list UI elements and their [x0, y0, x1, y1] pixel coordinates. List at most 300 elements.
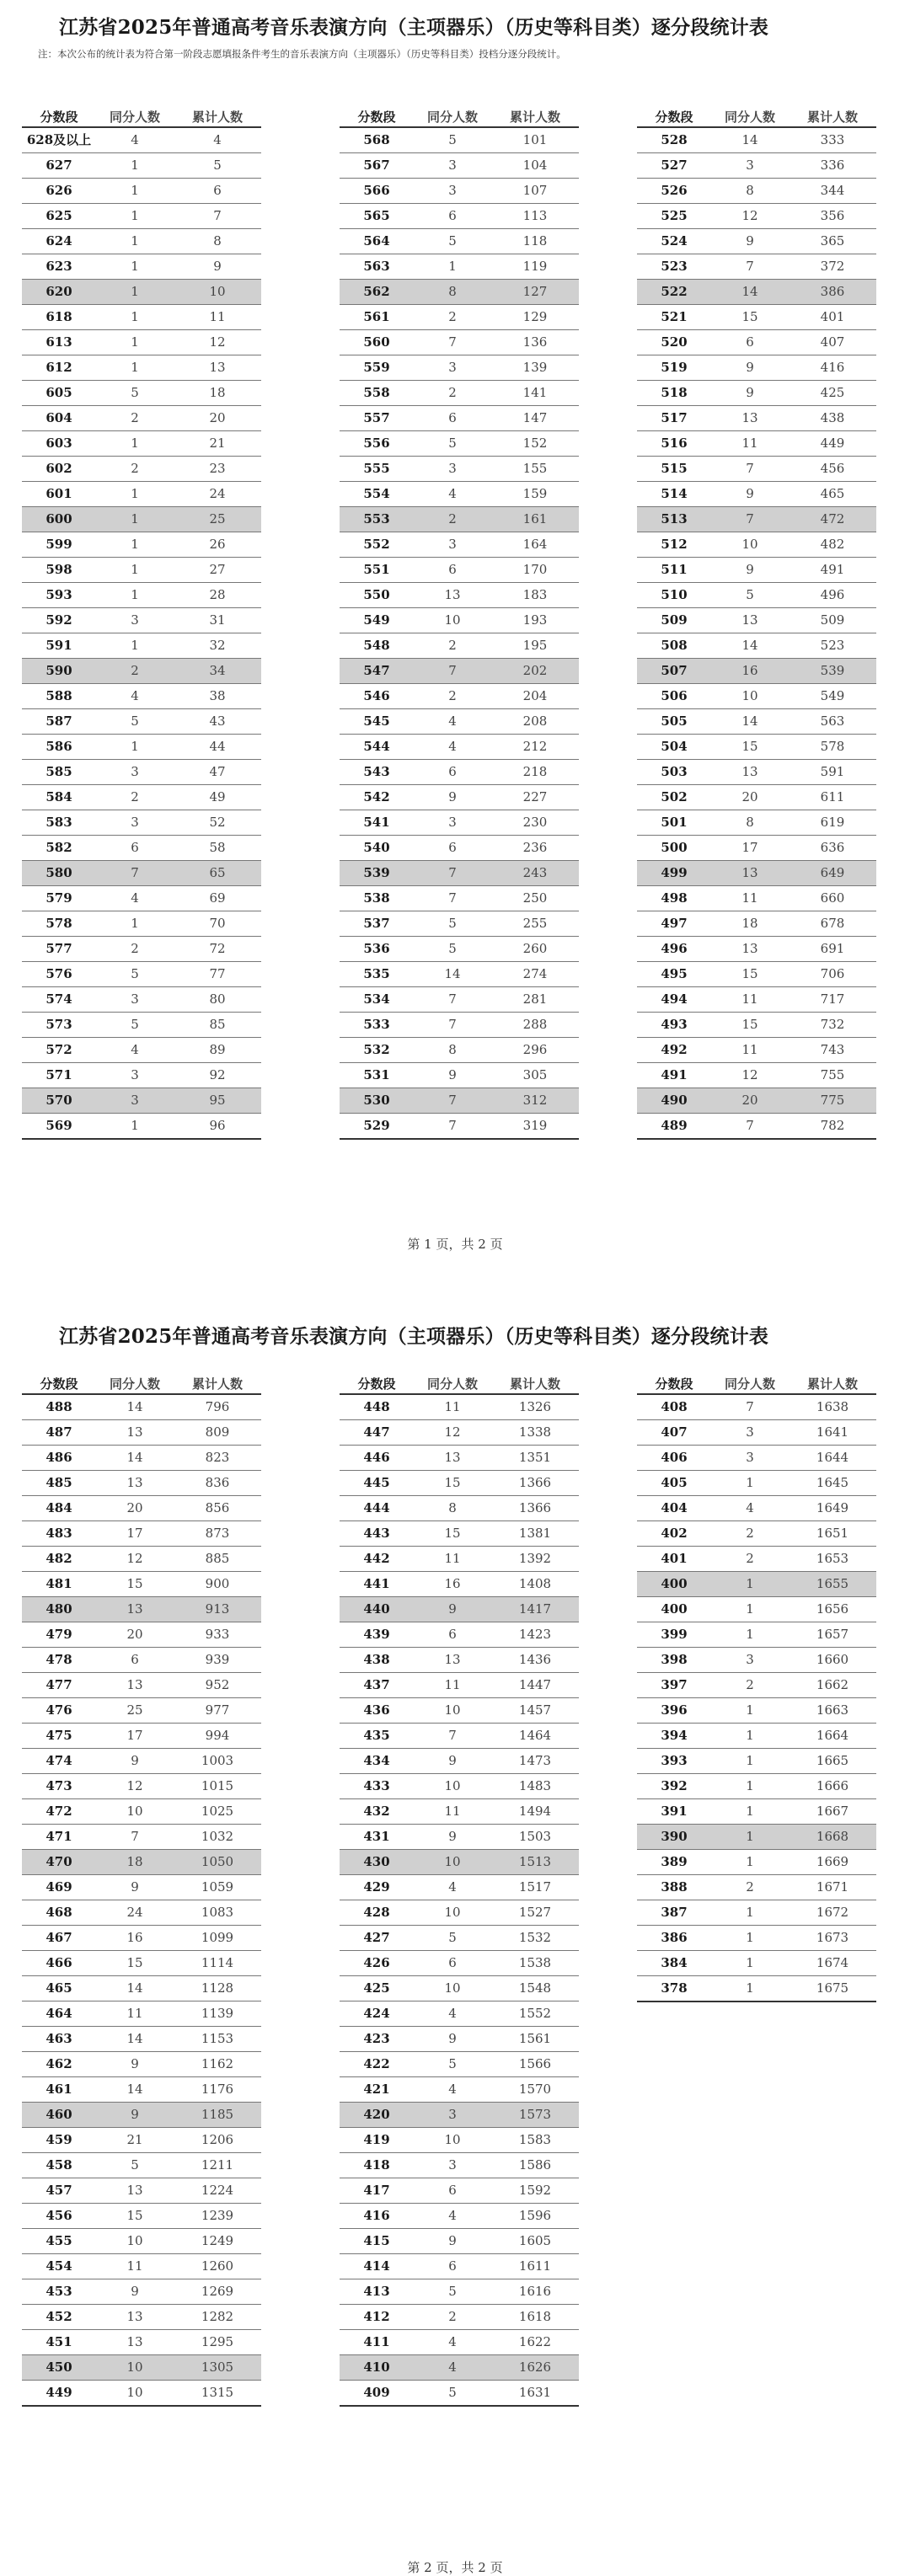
- same-score-count-cell: 9: [746, 385, 754, 400]
- same-score-count-cell: 1: [746, 1804, 754, 1819]
- same-score-count-cell: 13: [126, 1601, 143, 1617]
- score-table-3: [637, 1371, 876, 2002]
- score-cell: 568: [363, 132, 390, 147]
- score-cell: 509: [661, 612, 688, 628]
- table-row: [340, 1420, 579, 1446]
- score-cell: 387: [661, 1905, 688, 1920]
- cumulative-count-cell: 32: [209, 638, 226, 653]
- score-cell: 466: [46, 1955, 72, 1970]
- same-score-count-cell: 20: [126, 1627, 143, 1642]
- table-row: [22, 1446, 261, 1471]
- cumulative-count-cell: 438: [820, 410, 845, 425]
- table-row: [340, 962, 579, 987]
- table-row: [637, 507, 876, 532]
- cumulative-count-cell: 11: [209, 309, 226, 324]
- score-cell: 528: [661, 132, 688, 147]
- table-row: [22, 1063, 261, 1088]
- score-cell: 430: [363, 1854, 390, 1869]
- cumulative-count-cell: 743: [820, 1042, 845, 1057]
- same-score-count-cell: 1: [131, 486, 139, 501]
- cumulative-count-cell: 4: [213, 132, 222, 147]
- table-row: [340, 1774, 579, 1799]
- same-score-count-cell: 11: [444, 1399, 461, 1414]
- score-cell: 498: [661, 890, 688, 906]
- score-cell: 560: [363, 334, 390, 350]
- header-same-score-count: 同分人数: [724, 110, 775, 125]
- score-cell: 493: [661, 1017, 688, 1032]
- table-row: [340, 583, 579, 608]
- score-cell: 415: [363, 2233, 390, 2248]
- table-row: [340, 987, 579, 1013]
- score-cell: 559: [363, 360, 390, 375]
- table-row: [637, 608, 876, 633]
- score-cell: 432: [363, 1804, 390, 1819]
- cumulative-count-cell: 449: [820, 436, 845, 451]
- same-score-count-cell: 14: [741, 638, 758, 653]
- table-row: [22, 280, 261, 305]
- score-cell: 534: [363, 991, 390, 1007]
- table-row: [637, 355, 876, 381]
- same-score-count-cell: 9: [131, 1879, 139, 1895]
- same-score-count-cell: 2: [131, 663, 139, 678]
- cumulative-count-cell: 1366: [518, 1475, 552, 1490]
- cumulative-count-cell: 18: [209, 385, 226, 400]
- score-cell: 520: [661, 334, 688, 350]
- score-cell: 526: [661, 183, 688, 198]
- score-cell: 556: [363, 436, 390, 451]
- table-row: [22, 836, 261, 861]
- score-cell: 384: [661, 1955, 688, 1970]
- table-row: [340, 2305, 579, 2330]
- table-row: [22, 1698, 261, 1724]
- score-cell: 470: [46, 1854, 72, 1869]
- table-row: [340, 659, 579, 684]
- cumulative-count-cell: 1025: [201, 1804, 234, 1819]
- score-cell: 533: [363, 1017, 390, 1032]
- cumulative-count-cell: 1653: [816, 1551, 849, 1566]
- score-cell: 465: [46, 1980, 72, 1996]
- cumulative-count-cell: 10: [209, 284, 226, 299]
- cumulative-count-cell: 1423: [518, 1627, 552, 1642]
- score-cell: 471: [46, 1829, 72, 1844]
- cumulative-count-cell: 1282: [201, 2309, 234, 2324]
- same-score-count-cell: 9: [131, 2056, 139, 2071]
- score-cell: 401: [661, 1551, 688, 1566]
- cumulative-count-cell: 129: [522, 309, 548, 324]
- table-row: [22, 1622, 261, 1648]
- cumulative-count-cell: 1532: [518, 1930, 552, 1945]
- score-cell: 598: [46, 562, 72, 577]
- same-score-count-cell: 6: [448, 2258, 457, 2274]
- table-row: [22, 1547, 261, 1572]
- table-row: [22, 229, 261, 254]
- same-score-count-cell: 5: [131, 1017, 139, 1032]
- same-score-count-cell: 2: [131, 461, 139, 476]
- table-row: [637, 1420, 876, 1446]
- same-score-count-cell: 15: [741, 1017, 758, 1032]
- cumulative-count-cell: 425: [820, 385, 845, 400]
- table-row: [340, 2103, 579, 2128]
- same-score-count-cell: 13: [741, 410, 758, 425]
- score-cell: 436: [363, 1702, 390, 1718]
- score-cell: 587: [46, 713, 72, 729]
- cumulative-count-cell: 1153: [201, 2031, 234, 2046]
- same-score-count-cell: 1: [746, 1728, 754, 1743]
- table-row: [637, 1038, 876, 1063]
- cumulative-count-cell: 1538: [518, 1955, 552, 1970]
- same-score-count-cell: 4: [448, 739, 457, 754]
- score-cell: 583: [46, 815, 72, 830]
- score-cell: 416: [363, 2208, 390, 2223]
- table-row: [637, 1521, 876, 1547]
- table-row: [637, 1471, 876, 1496]
- score-cell: 474: [46, 1753, 72, 1768]
- same-score-count-cell: 7: [746, 259, 754, 274]
- table-row: [22, 2153, 261, 2178]
- cumulative-count-cell: 1224: [201, 2183, 234, 2198]
- score-cell: 524: [661, 233, 688, 249]
- score-cell: 433: [363, 1778, 390, 1793]
- cumulative-count-cell: 43: [209, 713, 226, 729]
- table-row: [637, 1900, 876, 1926]
- cumulative-count-cell: 236: [522, 840, 548, 855]
- score-cell: 550: [363, 587, 390, 602]
- score-cell: 547: [363, 663, 390, 678]
- table-row: [340, 381, 579, 406]
- score-cell: 421: [363, 2082, 390, 2097]
- cumulative-count-cell: 1059: [201, 1879, 234, 1895]
- same-score-count-cell: 2: [448, 638, 457, 653]
- table-row: [22, 2330, 261, 2355]
- score-cell: 525: [661, 208, 688, 223]
- score-cell: 422: [363, 2056, 390, 2071]
- table-row: [22, 1393, 261, 1420]
- table-row: [637, 1446, 876, 1471]
- cumulative-count-cell: 900: [205, 1576, 230, 1591]
- table-row: [22, 2027, 261, 2052]
- same-score-count-cell: 1: [131, 739, 139, 754]
- same-score-count-cell: 6: [448, 2183, 457, 2198]
- same-score-count-cell: 6: [448, 562, 457, 577]
- table-row: [340, 2330, 579, 2355]
- score-cell: 564: [363, 233, 390, 249]
- score-cell: 440: [363, 1601, 390, 1617]
- table-row: [22, 204, 261, 229]
- table-row: [22, 608, 261, 633]
- same-score-count-cell: 7: [448, 1118, 457, 1133]
- table-row: [22, 1875, 261, 1900]
- score-cell: 391: [661, 1804, 688, 1819]
- score-cell: 480: [46, 1601, 72, 1617]
- cumulative-count-cell: 1566: [518, 2056, 552, 2071]
- same-score-count-cell: 12: [126, 1778, 143, 1793]
- score-cell: 489: [661, 1118, 688, 1133]
- table-row: [637, 482, 876, 507]
- cumulative-count-cell: 333: [820, 132, 845, 147]
- score-cell: 448: [363, 1399, 390, 1414]
- cumulative-count-cell: 218: [522, 764, 548, 779]
- cumulative-count-cell: 1015: [201, 1778, 234, 1793]
- same-score-count-cell: 6: [131, 1652, 139, 1667]
- score-cell: 386: [661, 1930, 688, 1945]
- score-cell: 442: [363, 1551, 390, 1566]
- cumulative-count-cell: 1616: [518, 2284, 552, 2299]
- score-cell: 485: [46, 1475, 72, 1490]
- header-cumulative-count: 累计人数: [191, 110, 243, 125]
- same-score-count-cell: 5: [448, 916, 457, 931]
- table-row: [637, 381, 876, 406]
- score-cell: 537: [363, 916, 390, 931]
- score-cell: 452: [46, 2309, 72, 2324]
- score-cell: 429: [363, 1879, 390, 1895]
- score-cell: 552: [363, 537, 390, 552]
- cumulative-count-cell: 1656: [816, 1601, 849, 1617]
- table-row: [340, 1850, 579, 1875]
- same-score-count-cell: 12: [444, 1424, 461, 1440]
- same-score-count-cell: 3: [746, 1450, 754, 1465]
- cumulative-count-cell: 1665: [816, 1753, 849, 1768]
- cumulative-count-cell: 8: [213, 233, 222, 249]
- table-row: [340, 608, 579, 633]
- same-score-count-cell: 7: [448, 865, 457, 880]
- same-score-count-cell: 10: [741, 537, 758, 552]
- same-score-count-cell: 3: [131, 991, 139, 1007]
- same-score-count-cell: 11: [741, 436, 758, 451]
- cumulative-count-cell: 1162: [201, 2056, 234, 2071]
- cumulative-count-cell: 1305: [201, 2360, 234, 2375]
- same-score-count-cell: 6: [448, 764, 457, 779]
- same-score-count-cell: 1: [746, 1702, 754, 1718]
- score-cell: 428: [363, 1905, 390, 1920]
- same-score-count-cell: 13: [741, 612, 758, 628]
- cumulative-count-cell: 1651: [816, 1526, 849, 1541]
- same-score-count-cell: 9: [746, 360, 754, 375]
- same-score-count-cell: 3: [131, 764, 139, 779]
- cumulative-count-cell: 1417: [518, 1601, 552, 1617]
- table-row: [22, 2229, 261, 2254]
- table-row: [637, 179, 876, 204]
- same-score-count-cell: 1: [746, 1576, 754, 1591]
- same-score-count-cell: 5: [448, 436, 457, 451]
- cumulative-count-cell: 1570: [518, 2082, 552, 2097]
- score-cell: 449: [46, 2385, 72, 2400]
- same-score-count-cell: 14: [741, 132, 758, 147]
- cumulative-count-cell: 27: [209, 562, 226, 577]
- score-cell: 578: [46, 916, 72, 931]
- header-same-score-count: 同分人数: [109, 110, 160, 125]
- table-row: [22, 1749, 261, 1774]
- score-cell: 426: [363, 1955, 390, 1970]
- table-row: [22, 810, 261, 836]
- same-score-count-cell: 16: [444, 1576, 461, 1591]
- table-row: [22, 457, 261, 482]
- score-cell: 516: [661, 436, 688, 451]
- cumulative-count-cell: 775: [820, 1093, 845, 1108]
- table-row: [637, 305, 876, 330]
- same-score-count-cell: 8: [448, 1500, 457, 1515]
- table-row: [340, 1926, 579, 1951]
- header-cumulative-count: 累计人数: [806, 1376, 858, 1392]
- same-score-count-cell: 8: [746, 815, 754, 830]
- same-score-count-cell: 1: [131, 1118, 139, 1133]
- cumulative-count-cell: 1483: [518, 1778, 552, 1793]
- cumulative-count-cell: 52: [209, 815, 226, 830]
- same-score-count-cell: 5: [448, 2056, 457, 2071]
- table-row: [637, 785, 876, 810]
- table-row: [340, 2052, 579, 2077]
- score-cell: 406: [661, 1450, 688, 1465]
- score-cell: 546: [363, 688, 390, 703]
- score-cell: 620: [46, 284, 72, 299]
- header-score-range: 分数段: [40, 110, 78, 125]
- same-score-count-cell: 4: [448, 1879, 457, 1895]
- score-cell: 468: [46, 1905, 72, 1920]
- cumulative-count-cell: 7: [213, 208, 222, 223]
- cumulative-count-cell: 96: [209, 1118, 226, 1133]
- same-score-count-cell: 2: [746, 1677, 754, 1692]
- same-score-count-cell: 2: [746, 1526, 754, 1541]
- same-score-count-cell: 15: [444, 1526, 461, 1541]
- cumulative-count-cell: 823: [205, 1450, 230, 1465]
- cumulative-count-cell: 1366: [518, 1500, 552, 1515]
- cumulative-count-cell: 1128: [201, 1980, 234, 1996]
- cumulative-count-cell: 85: [209, 1017, 226, 1032]
- score-cell: 561: [363, 309, 390, 324]
- page-title: 江苏省2025年普通高考音乐表演方向（主项器乐）（历史等科目类）逐分段统计表: [59, 16, 769, 39]
- cumulative-count-cell: 717: [820, 991, 845, 1007]
- score-cell: 424: [363, 2006, 390, 2021]
- table-row: [340, 482, 579, 507]
- cumulative-count-cell: 491: [820, 562, 845, 577]
- score-cell: 399: [661, 1627, 688, 1642]
- same-score-count-cell: 1: [131, 587, 139, 602]
- same-score-count-cell: 17: [126, 1526, 143, 1541]
- table-row: [340, 229, 579, 254]
- table-row: [340, 1572, 579, 1597]
- table-row: [637, 532, 876, 558]
- table-row: [22, 1597, 261, 1622]
- cumulative-count-cell: 107: [522, 183, 548, 198]
- score-cell: 518: [661, 385, 688, 400]
- same-score-count-cell: 3: [131, 612, 139, 628]
- score-cell: 591: [46, 638, 72, 653]
- table-row: [340, 1951, 579, 1976]
- cumulative-count-cell: 1050: [201, 1854, 234, 1869]
- same-score-count-cell: 13: [444, 1450, 461, 1465]
- cumulative-count-cell: 104: [522, 158, 548, 173]
- score-cell: 601: [46, 486, 72, 501]
- cumulative-count-cell: 24: [209, 486, 226, 501]
- table-row: [340, 735, 579, 760]
- cumulative-count-cell: 227: [522, 789, 548, 804]
- table-row: [637, 1926, 876, 1951]
- table-row: [340, 330, 579, 355]
- cumulative-count-cell: 31: [209, 612, 226, 628]
- table-row: [637, 558, 876, 583]
- table-header: [340, 1371, 579, 1393]
- score-cell: 456: [46, 2208, 72, 2223]
- score-cell: 549: [363, 612, 390, 628]
- header-score-range: 分数段: [40, 1376, 78, 1392]
- score-cell: 557: [363, 410, 390, 425]
- table-row: [637, 1875, 876, 1900]
- score-cell: 565: [363, 208, 390, 223]
- table-row: [22, 1799, 261, 1825]
- score-cell: 563: [363, 259, 390, 274]
- cumulative-count-cell: 255: [522, 916, 548, 931]
- header-cumulative-count: 累计人数: [806, 110, 858, 125]
- same-score-count-cell: 7: [131, 1829, 139, 1844]
- table-row: [637, 810, 876, 836]
- cumulative-count-cell: 1662: [816, 1677, 849, 1692]
- same-score-count-cell: 2: [448, 688, 457, 703]
- table-row: [637, 962, 876, 987]
- table-row: [637, 1698, 876, 1724]
- same-score-count-cell: 16: [126, 1930, 143, 1945]
- cumulative-count-cell: 796: [205, 1399, 230, 1414]
- same-score-count-cell: 1: [131, 233, 139, 249]
- same-score-count-cell: 3: [448, 2107, 457, 2122]
- cumulative-count-cell: 456: [820, 461, 845, 476]
- cumulative-count-cell: 1351: [518, 1450, 552, 1465]
- same-score-count-cell: 10: [741, 688, 758, 703]
- same-score-count-cell: 2: [131, 941, 139, 956]
- table-row: [22, 1114, 261, 1140]
- score-cell: 496: [661, 941, 688, 956]
- table-row: [22, 1088, 261, 1114]
- same-score-count-cell: 6: [746, 334, 754, 350]
- table-row: [340, 1446, 579, 1471]
- score-cell: 573: [46, 1017, 72, 1032]
- table-row: [340, 2027, 579, 2052]
- cumulative-count-cell: 6: [213, 183, 222, 198]
- score-cell: 462: [46, 2056, 72, 2071]
- score-cell: 527: [661, 158, 688, 173]
- cumulative-count-cell: 5: [213, 158, 222, 173]
- same-score-count-cell: 15: [126, 2208, 143, 2223]
- cumulative-count-cell: 70: [209, 916, 226, 931]
- same-score-count-cell: 1: [131, 537, 139, 552]
- same-score-count-cell: 13: [126, 2334, 143, 2349]
- table-row: [637, 280, 876, 305]
- same-score-count-cell: 17: [741, 840, 758, 855]
- cumulative-count-cell: 1436: [518, 1652, 552, 1667]
- cumulative-count-cell: 113: [522, 208, 548, 223]
- table-row: [340, 280, 579, 305]
- cumulative-count-cell: 1561: [518, 2031, 552, 2046]
- same-score-count-cell: 3: [448, 537, 457, 552]
- table-row: [22, 1648, 261, 1673]
- score-cell: 562: [363, 284, 390, 299]
- cumulative-count-cell: 195: [522, 638, 548, 653]
- same-score-count-cell: 1: [131, 511, 139, 526]
- cumulative-count-cell: 101: [522, 132, 548, 147]
- same-score-count-cell: 5: [131, 713, 139, 729]
- same-score-count-cell: 4: [448, 2006, 457, 2021]
- score-cell: 497: [661, 916, 688, 931]
- cumulative-count-cell: 21: [209, 436, 226, 451]
- table-row: [22, 2077, 261, 2103]
- score-cell: 515: [661, 461, 688, 476]
- header-score-range: 分数段: [655, 1376, 693, 1392]
- score-cell: 555: [363, 461, 390, 476]
- same-score-count-cell: 13: [126, 1424, 143, 1440]
- same-score-count-cell: 9: [448, 789, 457, 804]
- same-score-count-cell: 5: [131, 2157, 139, 2172]
- header-score-range: 分数段: [357, 1376, 396, 1392]
- same-score-count-cell: 4: [131, 688, 139, 703]
- same-score-count-cell: 11: [741, 890, 758, 906]
